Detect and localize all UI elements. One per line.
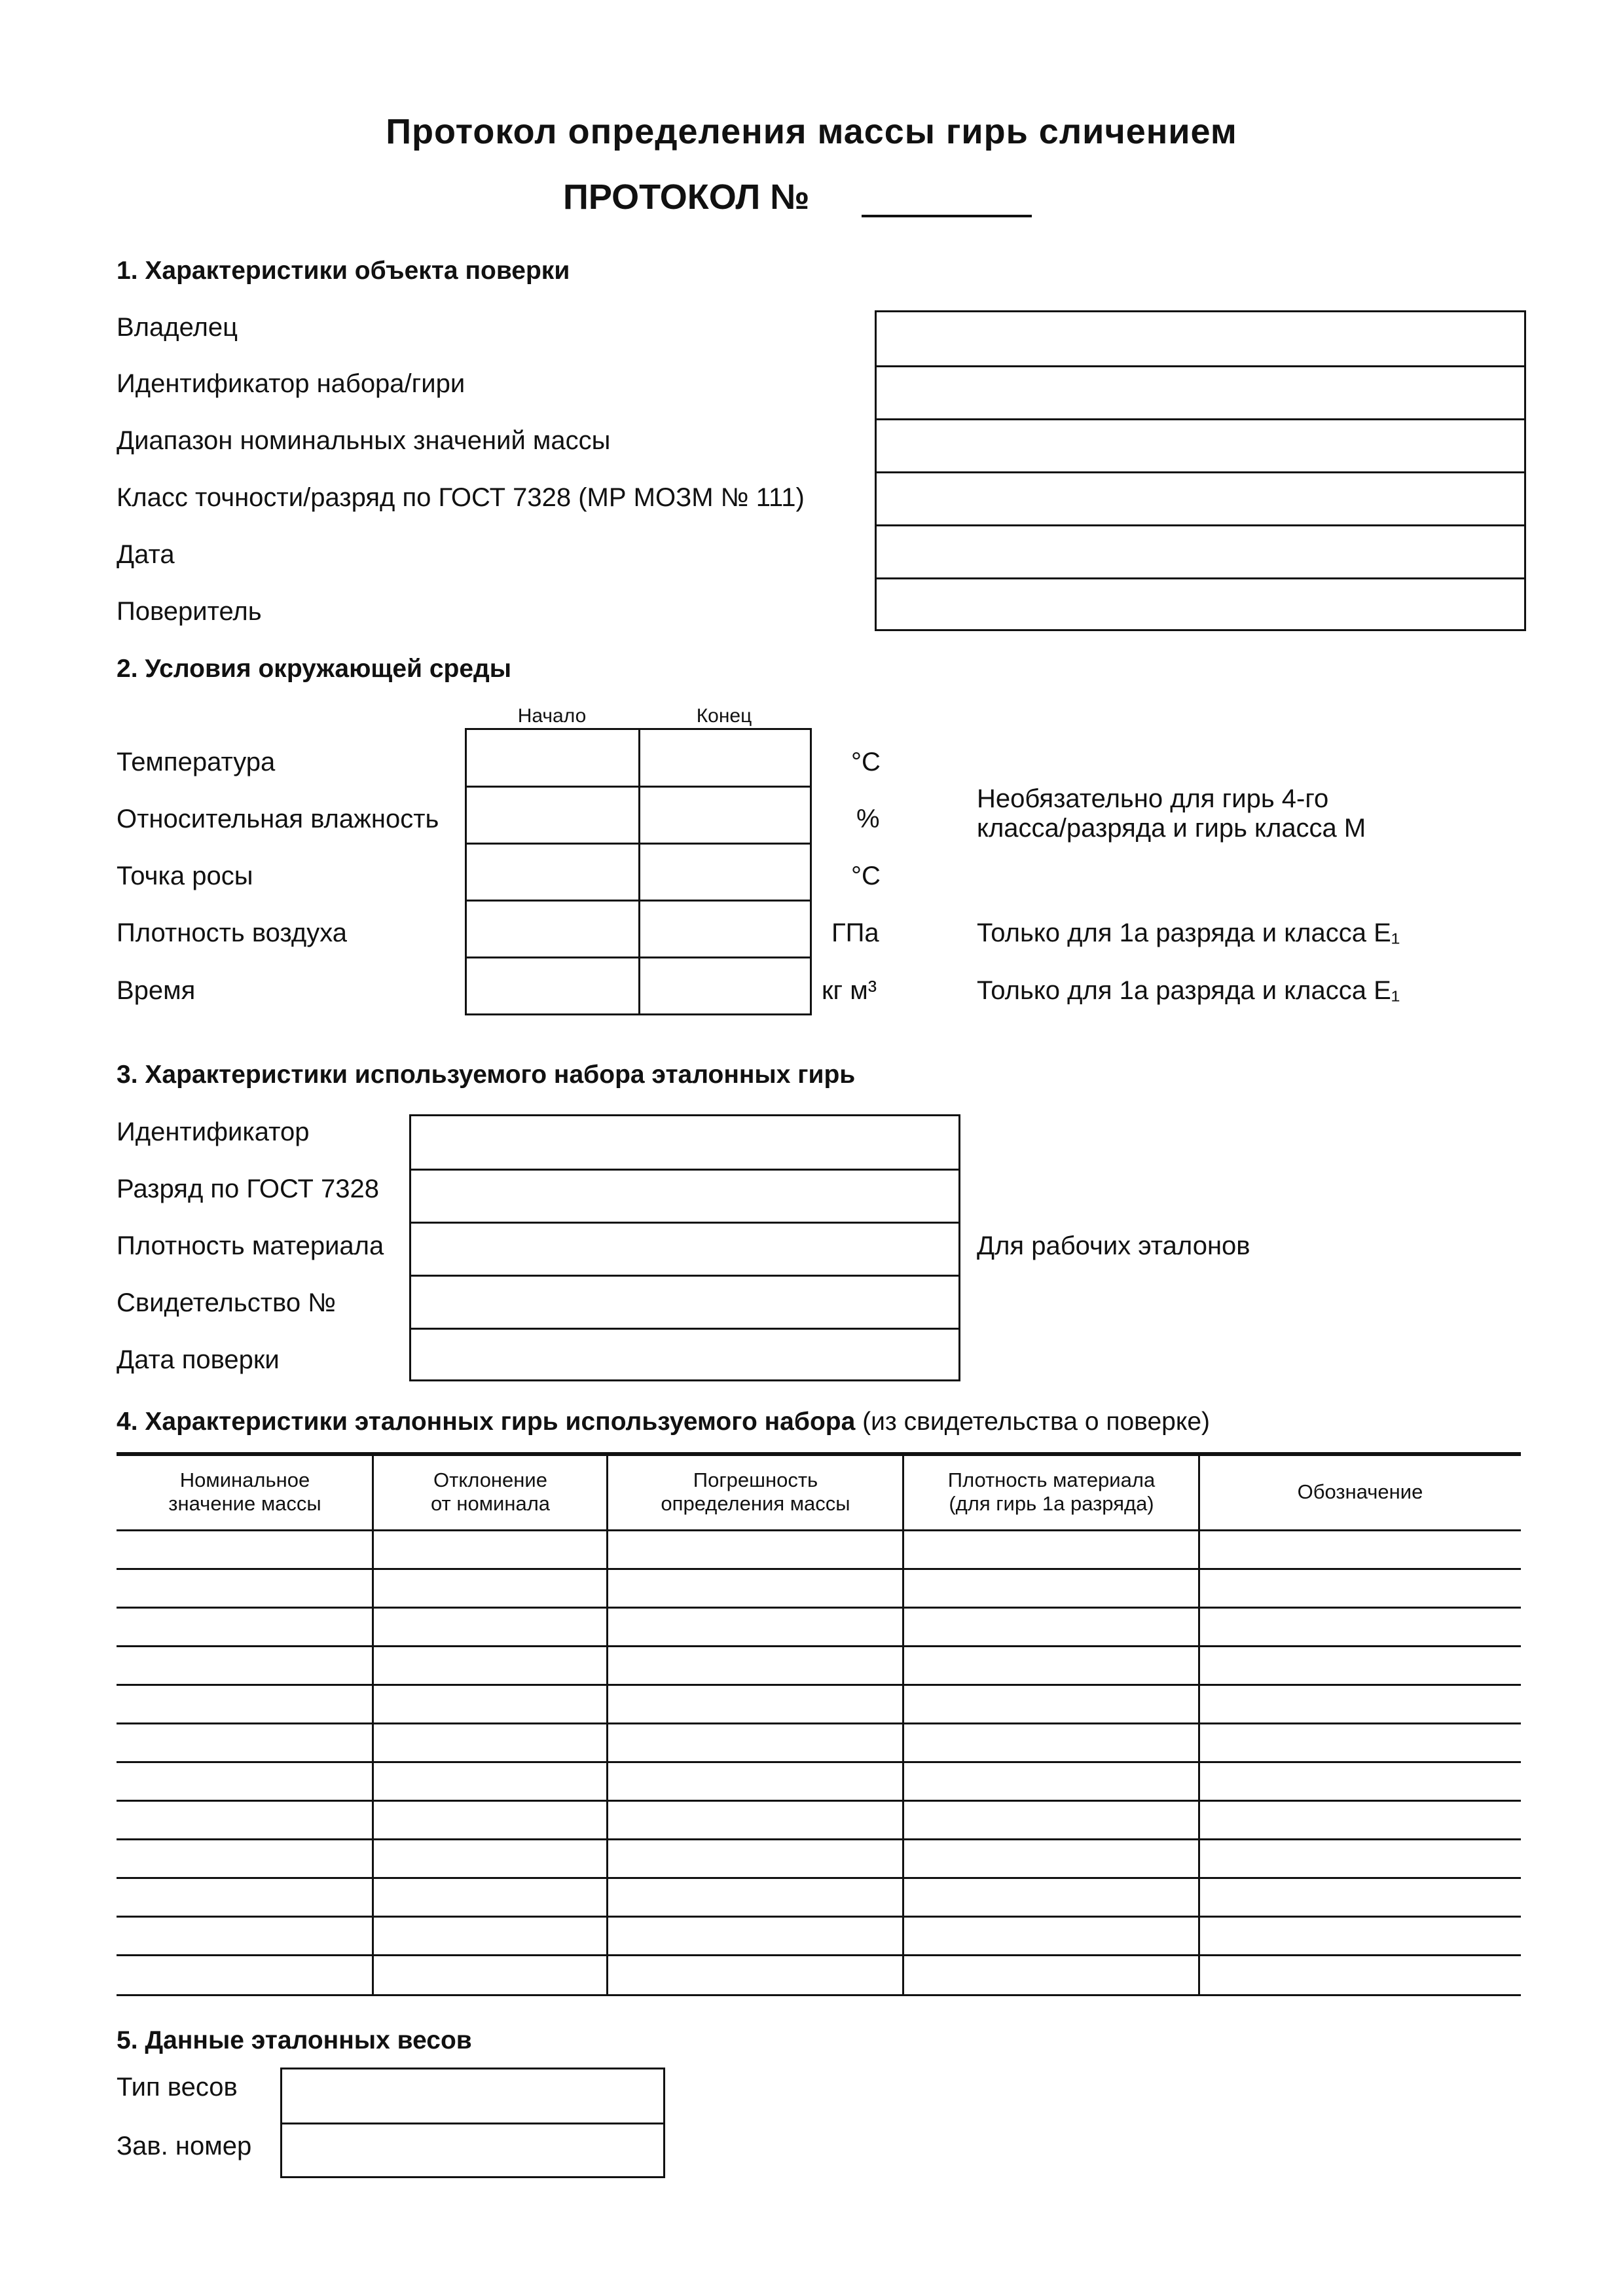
env-label-humidity: Относительная влажность <box>117 805 439 833</box>
env-unit-temperature: °С <box>851 748 881 776</box>
table-row-rule <box>117 1568 1521 1570</box>
input-ref-grade[interactable] <box>411 1169 958 1224</box>
grid-divider <box>467 786 810 788</box>
section-4-heading <box>117 1408 1210 1436</box>
table-bottom-rule <box>117 1994 1521 1996</box>
table-row-rule <box>117 1722 1521 1724</box>
table-row-rule <box>117 1838 1521 1840</box>
section-4-heading-bold: 4. Характеристики эталонных гирь используемого набора <box>117 1408 856 1436</box>
section-5-heading: 5. Данные эталонных весов <box>117 2026 472 2054</box>
input-set-id[interactable] <box>877 365 1524 420</box>
ref-label-material-density: Плотность материала <box>117 1231 384 1260</box>
input-verifier[interactable] <box>877 577 1524 629</box>
input-accuracy-class[interactable] <box>877 471 1524 526</box>
table-column-divider <box>372 1455 374 1995</box>
table-row-rule <box>117 1877 1521 1879</box>
env-label-time: Время <box>117 976 196 1005</box>
scale-label-serial: Зав. номер <box>117 2132 252 2160</box>
env-label-dew-point: Точка росы <box>117 862 253 890</box>
input-scale-type[interactable] <box>282 2069 663 2124</box>
table-row-rule <box>117 1800 1521 1802</box>
table-row-rule <box>117 1916 1521 1918</box>
env-label-temperature: Температура <box>117 748 276 776</box>
table-column-divider <box>1198 1455 1200 1995</box>
field-label-accuracy-class: Класс точности/разряд по ГОСТ 7328 (МР МОЗМ № 111) <box>117 483 805 512</box>
input-owner[interactable] <box>877 312 1524 367</box>
note-time: Только для 1а разряда и класса E₁ <box>977 976 1400 1005</box>
table-header-material-density: Плотность материала (для гирь 1а разряда) <box>947 1468 1156 1515</box>
table-row-rule <box>117 1607 1521 1609</box>
section-3-input-grid <box>409 1114 960 1381</box>
section-1-heading: 1. Характеристики объекта поверки <box>117 257 570 285</box>
column-header-start: Начало <box>517 705 587 727</box>
ref-label-certificate: Свидетельство № <box>117 1288 337 1317</box>
table-row-rule <box>117 1645 1521 1647</box>
field-label-verifier: Поверитель <box>117 597 262 626</box>
section-2-input-grid <box>465 728 812 1015</box>
section-4-heading-note: (из свидетельства о поверке) <box>862 1408 1211 1436</box>
table-column-divider <box>606 1455 608 1995</box>
note-air-density: Только для 1а разряда и класса E₁ <box>977 919 1400 947</box>
env-unit-air-density: ГПа <box>831 919 879 947</box>
input-ref-material-density[interactable] <box>411 1222 958 1277</box>
field-label-set-id: Идентификатор набора/гири <box>117 369 465 398</box>
table-header-rule <box>117 1529 1521 1531</box>
column-header-end: Конец <box>696 705 752 727</box>
table-column-divider <box>902 1455 904 1995</box>
section-2-heading: 2. Условия окружающей среды <box>117 655 512 683</box>
env-label-air-density: Плотность воздуха <box>117 919 348 947</box>
env-unit-humidity: % <box>856 805 880 833</box>
grid-divider <box>638 730 640 1013</box>
section-3-heading: 3. Характеристики используемого набора эталонных гирь <box>117 1061 856 1089</box>
note-working-standards: Для рабочих эталонов <box>977 1231 1250 1260</box>
input-mass-range[interactable] <box>877 418 1524 473</box>
table-header-uncertainty: Погрешность определения массы <box>661 1468 850 1515</box>
input-ref-identifier[interactable] <box>411 1116 958 1171</box>
input-ref-verification-date[interactable] <box>411 1328 958 1379</box>
table-row-rule <box>117 1761 1521 1763</box>
input-date[interactable] <box>877 524 1524 579</box>
field-label-date: Дата <box>117 540 175 569</box>
ref-label-grade: Разряд по ГОСТ 7328 <box>117 1175 380 1203</box>
table-header-deviation: Отклонение от номинала <box>430 1468 551 1515</box>
protocol-number-field[interactable] <box>862 215 1032 217</box>
grid-divider <box>467 957 810 958</box>
env-unit-dew-point: °С <box>851 862 881 890</box>
section-1-input-grid <box>875 310 1526 631</box>
table-header-designation: Обозначение <box>1297 1480 1423 1503</box>
table-row-rule <box>117 1684 1521 1686</box>
input-scale-serial[interactable] <box>282 2123 663 2176</box>
reference-weights-table <box>117 1452 1521 1998</box>
ref-label-identifier: Идентификатор <box>117 1118 310 1146</box>
field-label-mass-range: Диапазон номинальных значений массы <box>117 426 611 455</box>
scale-label-type: Тип весов <box>117 2073 238 2102</box>
note-optional-line-2: класса/разряда и гирь класса М <box>977 814 1366 843</box>
grid-divider <box>467 900 810 902</box>
table-row-rule <box>117 1954 1521 1956</box>
ref-label-verification-date: Дата поверки <box>117 1345 280 1374</box>
field-label-owner: Владелец <box>117 313 238 342</box>
input-ref-certificate[interactable] <box>411 1275 958 1330</box>
grid-divider <box>467 843 810 845</box>
note-optional-line-1: Необязательно для гирь 4-го <box>977 784 1329 813</box>
env-unit-time: кг м³ <box>822 976 877 1005</box>
document-title: Протокол определения массы гирь сличением <box>386 112 1237 151</box>
section-5-input-grid <box>280 2068 665 2178</box>
protocol-number-label: ПРОТОКОЛ № <box>563 177 810 217</box>
table-header-nominal-mass: Номинальное значение массы <box>168 1468 321 1515</box>
